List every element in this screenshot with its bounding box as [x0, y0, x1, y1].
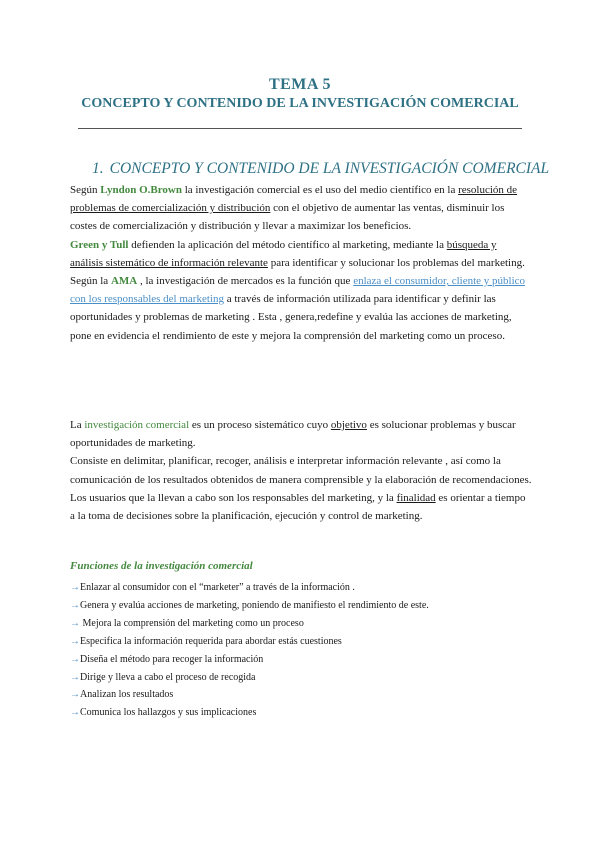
- text-span: la investigación comercial es el uso del medio científico en la: [181, 184, 459, 196]
- text-span: Los usuarios que la llevan a cabo son los responsables del marketing, y la: [70, 491, 397, 504]
- underlined-word: objetivo: [330, 419, 367, 431]
- list-item-text: Enlazar al consumidor con el “marketer” a través de la información .: [80, 582, 355, 593]
- section-heading: [70, 160, 550, 178]
- text-span: es orientar a tiempo a la toma de decisiones sobre la planificación, ejecución y control de marketing.: [70, 491, 526, 523]
- text-span: para identificar y solucionar los problemas del marketing.: [267, 256, 525, 269]
- underlined-phrase: resolución de problemas de comercialización y distribución: [70, 184, 518, 215]
- list-item-text: Genera y evalúa acciones de marketing, poniendo de manifiesto el rendimiento de este.: [80, 599, 429, 611]
- text-span: es solucionar problemas y buscar oportunidades de marketing.: [70, 419, 516, 450]
- description-block: [70, 416, 532, 525]
- list-item-text: Analizan los resultados: [80, 689, 174, 701]
- description-paragraph: [70, 489, 532, 525]
- document-subtitle: CONCEPTO Y CONTENIDO DE LA INVESTIGACIÓN COMERCIAL: [81, 96, 519, 111]
- definitions-block: [70, 181, 532, 345]
- author-name: Lyndon O.Brown: [100, 184, 182, 196]
- arrow-right-icon: →: [70, 617, 80, 629]
- list-item-text: Comunica los hallazgos y sus implicaciones: [80, 707, 257, 719]
- text-span: La: [70, 419, 85, 431]
- list-item: [70, 615, 540, 633]
- arrow-right-icon: →: [70, 707, 80, 719]
- list-item: [70, 597, 540, 615]
- author-name: Green y Tull: [70, 238, 129, 251]
- definition-green-tull: [70, 236, 532, 272]
- functions-heading: Funciones de la investigación comercial: [70, 560, 253, 572]
- list-item: [70, 633, 540, 651]
- text-span: , la investigación de mercados es la función que: [137, 275, 354, 288]
- description-paragraph: Consiste en delimitar, planificar, recoger, análisis e interpretar información relevante , así como la comunicación de los resultados obtenidos de manera comprensible y la elaboración de recomendaciones.: [70, 455, 532, 486]
- list-item-text: Especifica la información requerida para abordar estás cuestiones: [80, 635, 342, 647]
- list-item: [70, 651, 540, 669]
- arrow-right-icon: →: [70, 653, 80, 665]
- document-title: TEMA 5: [268, 76, 332, 93]
- hyperlink-phrase[interactable]: enlaza el consumidor, cliente y público con los responsables del marketing: [70, 275, 526, 306]
- arrow-right-icon: →: [70, 635, 80, 647]
- title-divider: [78, 128, 522, 129]
- underlined-phrase: búsqueda y análisis sistemático de información relevante: [70, 238, 497, 269]
- list-item-text: Dirige y lleva a cabo el proceso de recogida: [80, 671, 256, 683]
- functions-list: [70, 579, 540, 722]
- list-item: [70, 686, 540, 704]
- text-span: a través de información utilizada para identificar y definir las oportunidades y problemas de marketing . Esta , genera,redefine y evalúa las acciones de marketing, pone en evidencia el rendimiento de este y mejora la comprensión del marketing como un proceso.: [70, 293, 512, 342]
- arrow-right-icon: →: [70, 671, 80, 683]
- text-span: Según la: [70, 275, 111, 288]
- list-item-text: Diseña el método para recoger la información: [80, 653, 264, 665]
- arrow-right-icon: →: [70, 599, 80, 611]
- arrow-right-icon: →: [70, 582, 80, 593]
- key-term: investigación comercial: [84, 419, 190, 431]
- description-paragraph: [70, 416, 532, 452]
- text-span: con el objetivo de aumentar las ventas, disminuir los costes de comercialización y distribución y llevar a maximizar los beneficios.: [70, 202, 505, 233]
- list-item: [70, 704, 540, 722]
- definition-ama: [70, 272, 532, 345]
- definition-brown: [70, 181, 532, 236]
- list-item-text: Mejora la comprensión del marketing como un proceso: [80, 617, 304, 629]
- underlined-word: finalidad: [396, 491, 436, 504]
- organization-name: AMA: [110, 275, 138, 288]
- arrow-right-icon: →: [70, 689, 80, 701]
- list-item: [70, 669, 540, 687]
- section-number: 1.: [92, 160, 104, 177]
- text-span: defienden la aplicación del método científico al marketing, mediante la: [128, 238, 447, 251]
- section-heading-text: CONCEPTO Y CONTENIDO DE LA INVESTIGACIÓN COMERCIAL: [109, 160, 550, 177]
- text-span: es un proceso sistemático cuyo: [189, 419, 331, 431]
- text-span: Según: [70, 184, 101, 196]
- list-item: [70, 579, 540, 597]
